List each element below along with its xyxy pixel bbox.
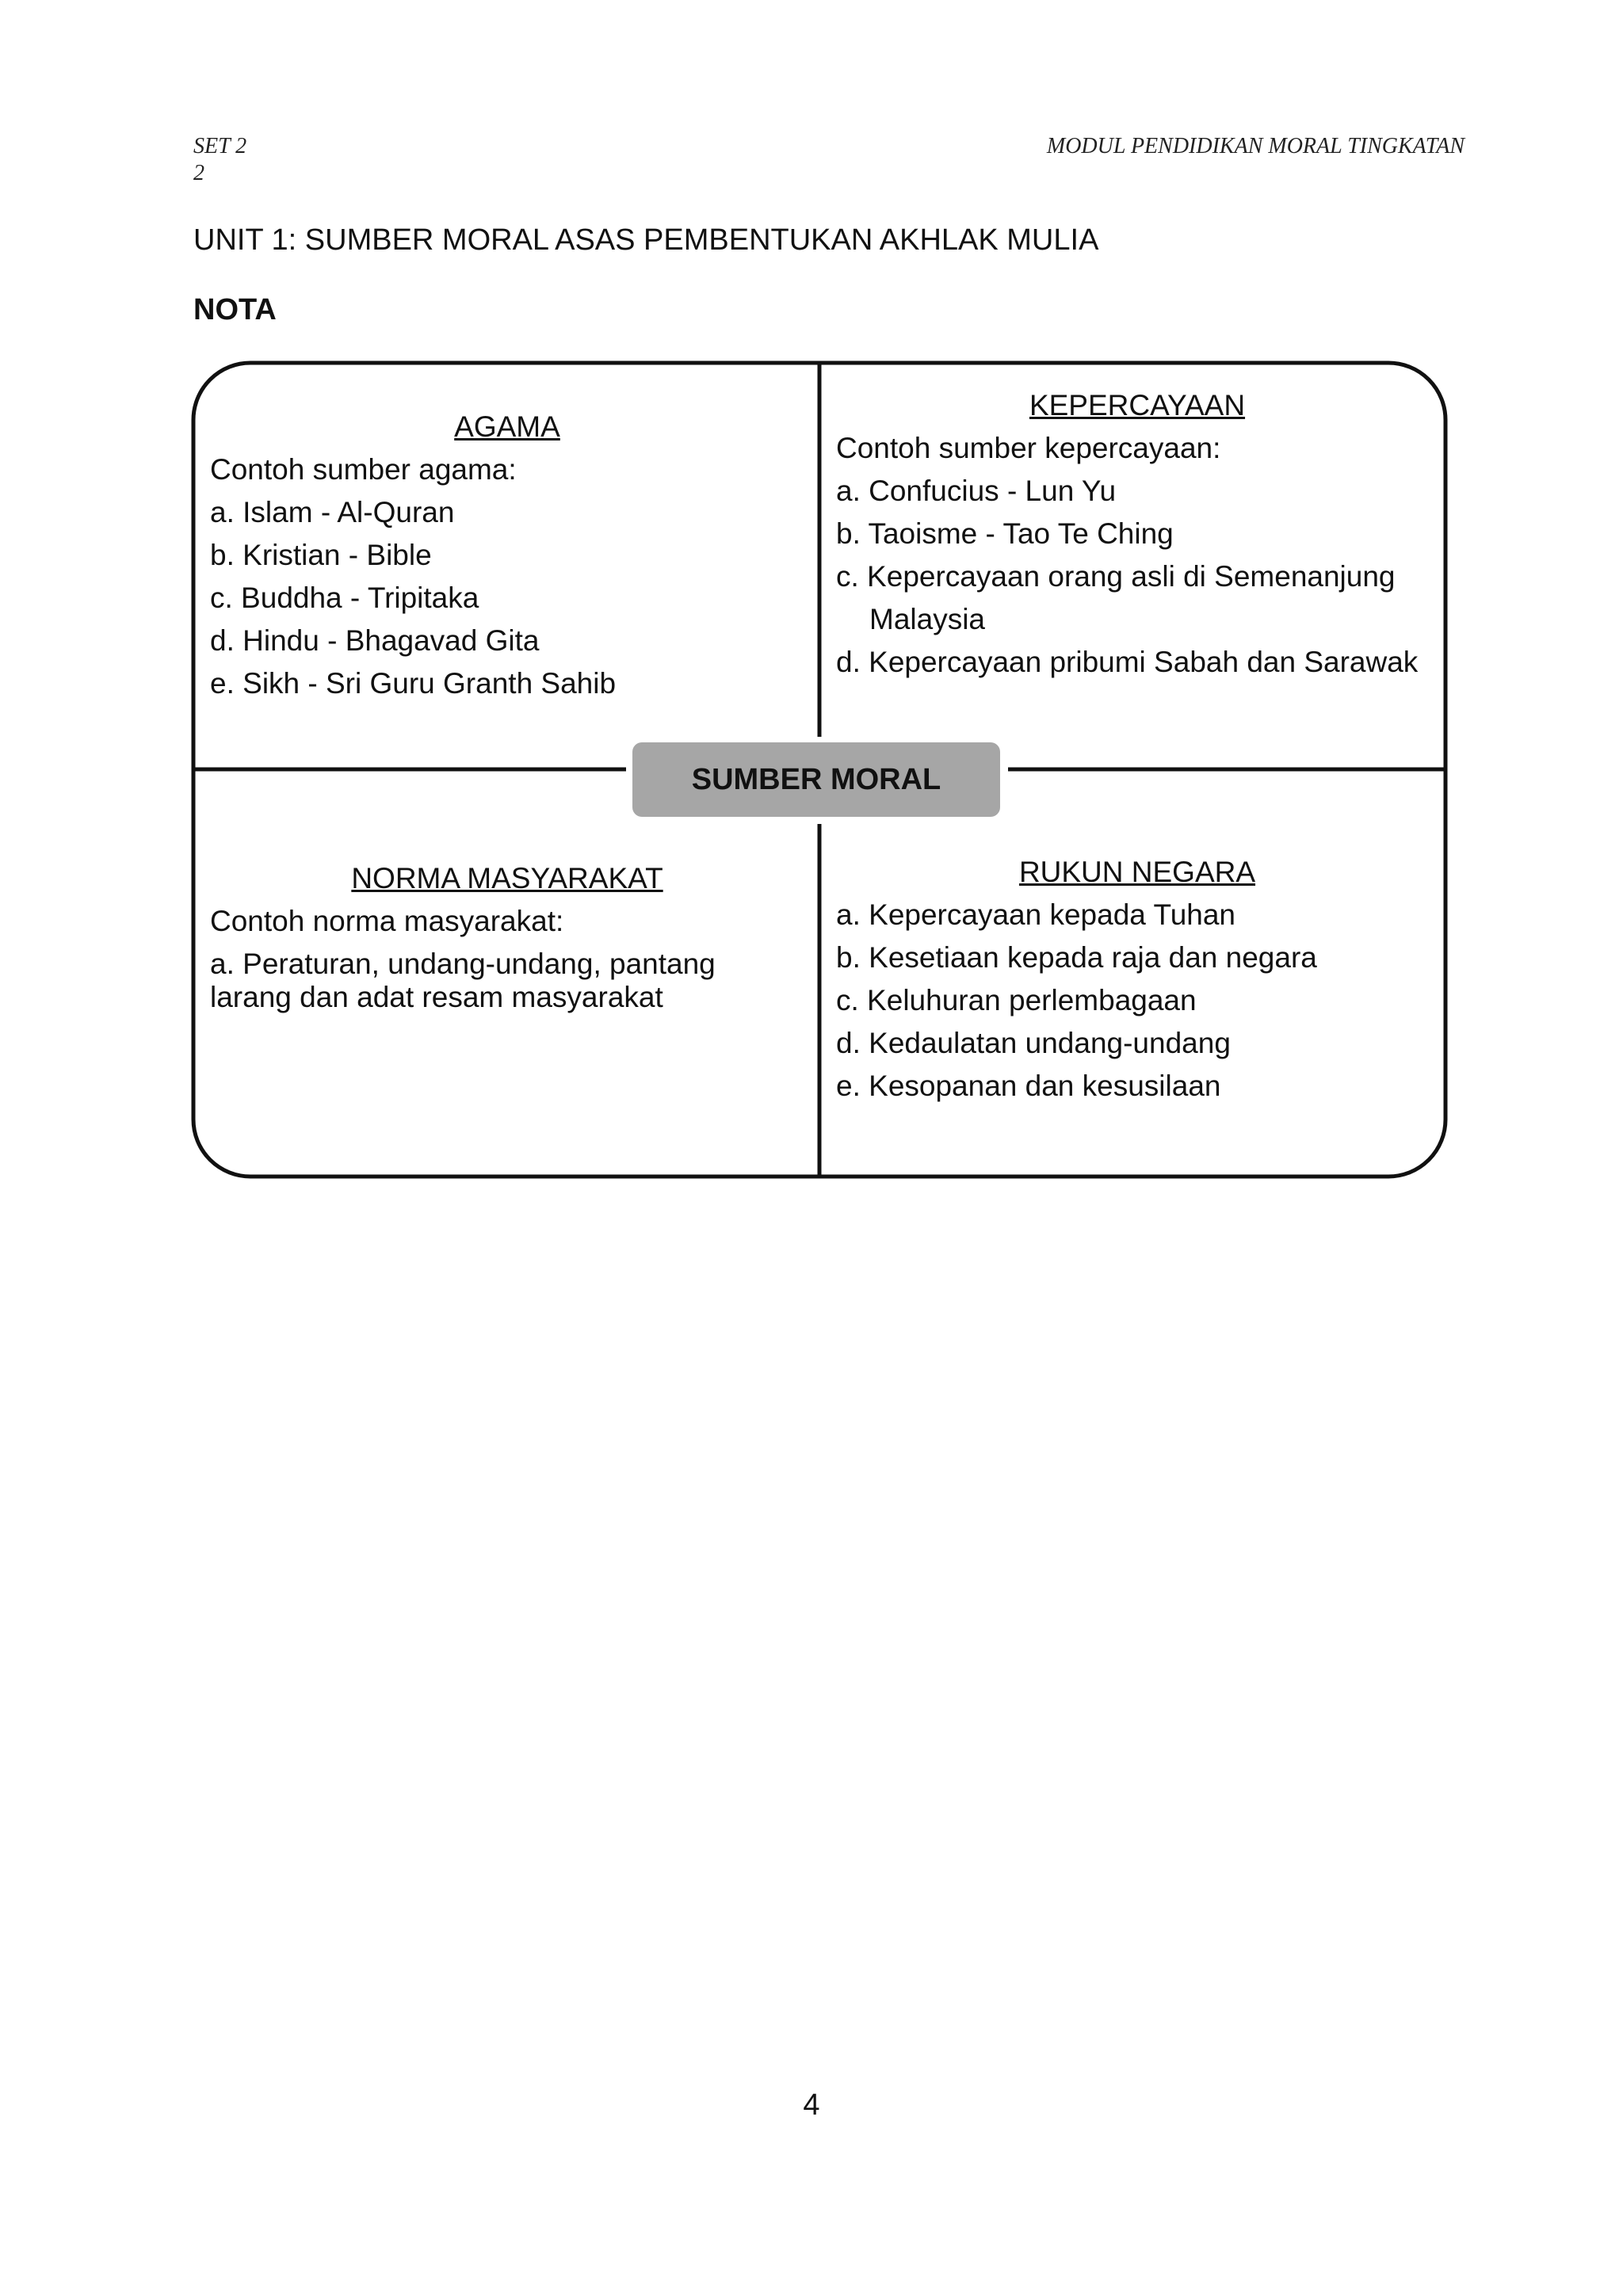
- agama-title: AGAMA: [454, 410, 560, 443]
- list-item: c. Buddha - Tripitaka: [210, 582, 479, 614]
- list-item: b. Kesetiaan kepada raja dan negara: [836, 941, 1317, 974]
- list-item: d. Kepercayaan pribumi Sabah dan Sarawak: [836, 646, 1419, 678]
- norma-list: [210, 943, 804, 1014]
- norma-intro: Contoh norma masyarakat:: [210, 905, 564, 937]
- norma-title: NORMA MASYARAKAT: [351, 862, 663, 894]
- list-item: e. Sikh - Sri Guru Granth Sahib: [210, 667, 617, 700]
- quadrant-rukun-negara: [836, 851, 1438, 1108]
- list-item: c. Keluhuran perlembagaan: [836, 984, 1197, 1016]
- page-number: 4: [803, 2088, 820, 2122]
- rukun-title: RUKUN NEGARA: [1018, 856, 1256, 888]
- quadrant-agama: [210, 406, 804, 705]
- header-set-line1: SET 2: [193, 134, 247, 158]
- header-set-line2: 2: [193, 161, 204, 185]
- list-item: a. Confucius - Lun Yu: [836, 475, 1117, 507]
- list-item: d. Hindu - Bhagavad Gita: [210, 624, 540, 657]
- list-item: c. Kepercayaan orang asli di Semenanjung Malaysia: [836, 560, 1396, 635]
- list-item: e. Kesopanan dan kesusilaan: [836, 1070, 1221, 1102]
- list-item: a. Kepercayaan kepada Tuhan: [836, 898, 1235, 931]
- kepercayaan-title: KEPERCAYAAN: [1029, 389, 1246, 421]
- agama-intro: Contoh sumber agama:: [210, 453, 517, 486]
- quadrant-norma-masyarakat: [210, 857, 804, 1014]
- list-item: a. Peraturan, undang-undang, pantang larang dan adat resam masyarakat: [210, 948, 716, 1013]
- list-item: b. Kristian - Bible: [210, 539, 432, 571]
- quadrant-kepercayaan: [836, 384, 1438, 684]
- header-set-label: [193, 133, 288, 187]
- list-item: b. Taoisme - Tao Te Ching: [836, 517, 1174, 550]
- kepercayaan-intro: Contoh sumber kepercayaan:: [836, 432, 1221, 464]
- section-label-nota: NOTA: [193, 293, 277, 326]
- rukun-list: [836, 894, 1438, 1108]
- kepercayaan-list: [836, 470, 1438, 684]
- center-label-sumber-moral: SUMBER MORAL: [632, 742, 1000, 817]
- list-item: a. Islam - Al-Quran: [210, 496, 455, 528]
- unit-title: UNIT 1: SUMBER MORAL ASAS PEMBENTUKAN AKHLAK MULIA: [193, 223, 1099, 257]
- agama-list: [210, 491, 804, 705]
- list-item: d. Kedaulatan undang-undang: [836, 1027, 1231, 1059]
- header-module-title: MODUL PENDIDIKAN MORAL TINGKATAN: [1046, 134, 1465, 158]
